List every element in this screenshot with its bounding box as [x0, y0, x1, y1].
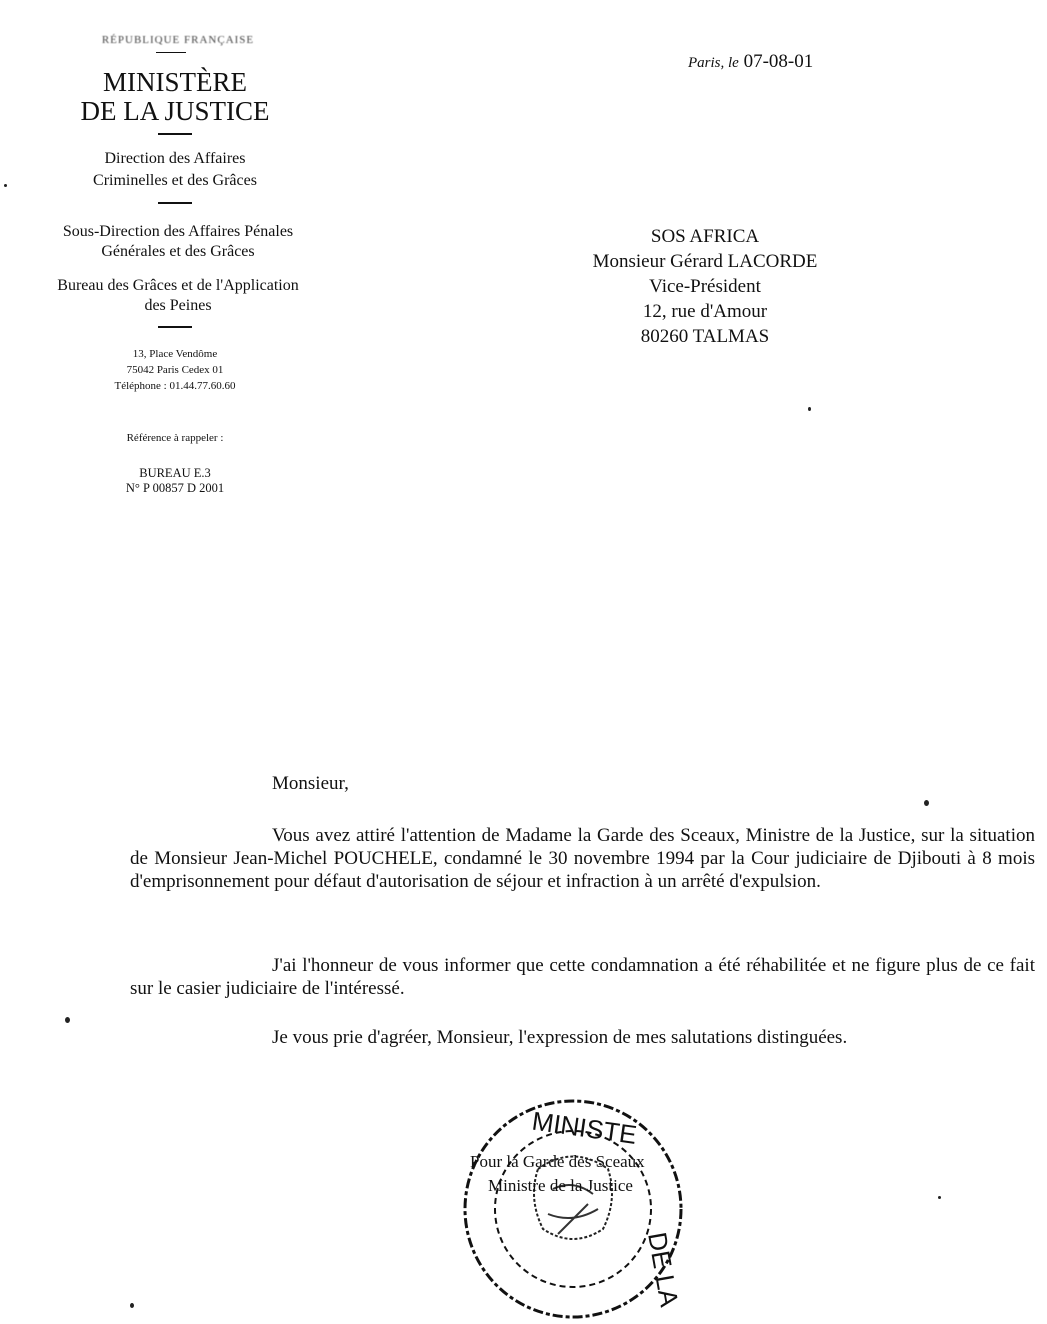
- closing-paragraph: [130, 1026, 1035, 1049]
- recipient-line: SOS AFRICA: [650, 226, 760, 247]
- recipient-line: 80260 TALMAS: [640, 326, 770, 347]
- sub-direction-line: Sous-Direction des Affaires Pénales: [62, 223, 294, 240]
- paragraph-text: J'ai l'honneur de vous informer que cette condamnation a été réhabilitée et ne figure plus de ce fait sur le casier judiciaire de l'intéressé.: [130, 955, 1035, 999]
- date-value: 07-08-01: [743, 51, 814, 72]
- date-prefix: Paris, le: [688, 55, 739, 71]
- recipient-address: [540, 224, 870, 349]
- direction-line: Direction des Affaires: [104, 150, 246, 167]
- address-line: 13, Place Vendôme: [132, 348, 218, 360]
- address-line: Téléphone : 01.44.77.60.60: [114, 380, 236, 392]
- sub-direction-line: Générales et des Grâces: [101, 243, 255, 260]
- recipient-line: Vice-Président: [649, 276, 761, 297]
- bureau-line: des Peines: [144, 297, 212, 314]
- ministry-seal-stamp: [458, 1094, 688, 1324]
- paragraph-text: Vous avez attiré l'attention de Madame la Garde des Sceaux, Ministre de la Justice, sur la situation de Monsieur Jean-Michel POUCHELE, condamné le 30 novembre 1994 par la Cour judiciaire de Djibouti à 8 mois d'emprisonnement pour défaut d'autorisation de séjour et infraction à un arrêté d'expulsion.: [130, 825, 1035, 892]
- divider: [158, 326, 192, 328]
- letter-date: [688, 51, 813, 73]
- direction-block: [60, 148, 290, 192]
- reference-label: Référence à rappeler :: [126, 432, 224, 444]
- reference-block: [60, 466, 290, 496]
- ministry-address: [60, 346, 290, 394]
- reference-line: N° P 00857 D 2001: [125, 481, 225, 495]
- signature-line: Ministre de la Justice: [488, 1176, 633, 1195]
- scan-speck: [924, 800, 929, 806]
- divider: [158, 133, 192, 135]
- recipient-line: 12, rue d'Amour: [642, 301, 768, 322]
- ministry-line: DE LA JUSTICE: [80, 96, 270, 126]
- scan-speck: [808, 407, 811, 411]
- letterhead-republic: RÉPUBLIQUE FRANÇAISE: [101, 34, 255, 46]
- ministry-line: MINISTÈRE: [103, 67, 247, 97]
- scan-speck: [130, 1303, 134, 1308]
- salutation: Monsieur,: [272, 773, 349, 794]
- bureau-block: [28, 276, 328, 316]
- scan-speck: [4, 184, 7, 187]
- sub-direction-block: [28, 222, 328, 262]
- recipient-line: Monsieur Gérard LACORDE: [592, 251, 818, 272]
- paragraph-text: Je vous prie d'agréer, Monsieur, l'expression de mes salutations distinguées.: [272, 1027, 848, 1048]
- direction-line: Criminelles et des Grâces: [93, 172, 257, 189]
- address-line: 75042 Paris Cedex 01: [126, 364, 224, 376]
- body-paragraph: [130, 954, 1035, 1000]
- divider: [156, 52, 186, 53]
- scan-speck: [938, 1196, 941, 1199]
- svg-text:DE LA: DE LA: [642, 1229, 685, 1310]
- divider: [158, 202, 192, 204]
- ministry-title: [60, 68, 290, 126]
- scan-speck: [65, 1017, 70, 1023]
- reference-line: BUREAU E.3: [139, 466, 211, 480]
- body-paragraph: [130, 824, 1035, 893]
- signature-line: Pour la Garde des Sceaux: [470, 1152, 645, 1171]
- svg-text:MINISTE: MINISTE: [530, 1105, 639, 1150]
- signature-block: [470, 1150, 730, 1198]
- bureau-line: Bureau des Grâces et de l'Application: [57, 277, 299, 294]
